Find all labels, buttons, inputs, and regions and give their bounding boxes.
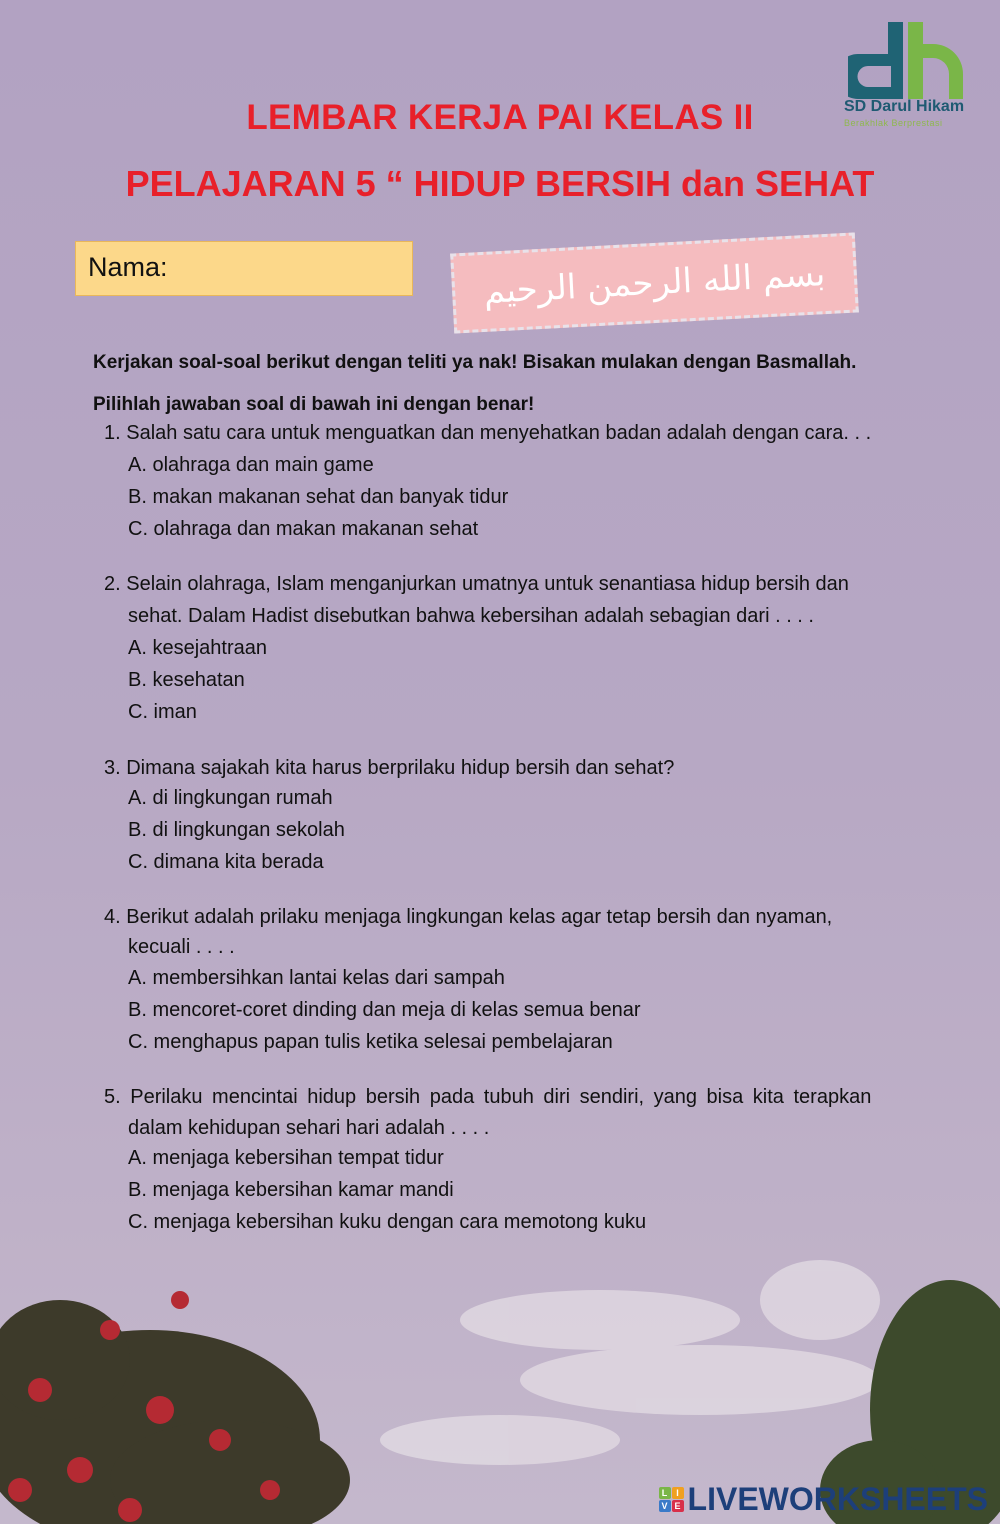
option-b[interactable]: B. di lingkungan sekolah [128,819,345,841]
question-text: 4. Berikut adalah prilaku menjaga lingkungan kelas agar tetap bersih dan nyaman, [104,906,833,928]
option-c[interactable]: C. menjaga kebersihan kuku dengan cara memotong kuku [128,1211,647,1233]
question-text-cont: sehat. Dalam Hadist disebutkan bahwa kebersihan adalah sebagian dari . . . . [128,605,814,627]
name-field[interactable] [75,241,413,296]
icon-letter: L [659,1487,671,1499]
option-b[interactable]: B. mencoret-coret dinding dan meja di kelas semua benar [128,999,641,1021]
liveworksheets-icon [659,1487,684,1512]
question-text: 3. Dimana sajakah kita harus berprilaku hidup bersih dan sehat? [104,757,675,779]
school-logo-icon [848,14,978,104]
liveworksheets-logo [659,1481,988,1518]
option-c[interactable]: C. olahraga dan makan makanan sehat [128,518,479,540]
school-tagline: Berakhlak Berprestasi [844,118,943,128]
instruction-1: Kerjakan soal-soal berikut dengan teliti ya nak! Bisakan mulakan dengan Basmallah. [93,352,857,373]
clouds [380,1260,880,1465]
question-text: 2. Selain olahraga, Islam menganjurkan umatnya untuk senantiasa hidup bersih dan [104,573,849,595]
icon-letter: V [659,1500,671,1512]
flowering-tree [0,1300,350,1524]
worksheet-title: LEMBAR KERJA PAI KELAS II [246,98,754,137]
question-text-cont: kecuali . . . . [128,936,235,958]
option-c[interactable]: C. dimana kita berada [128,851,324,873]
question-text-cont: dalam kehidupan sehari hari adalah . . . . [128,1117,490,1139]
option-c[interactable]: C. menghapus papan tulis ketika selesai pembelajaran [128,1031,613,1053]
option-a[interactable]: A. di lingkungan rumah [128,787,333,809]
option-c[interactable]: C. iman [128,701,197,723]
question-text: 1. Salah satu cara untuk menguatkan dan menyehatkan badan adalah dengan cara. . . [104,422,872,444]
basmalah-text: بسم الله الرحمن الرحيم [482,254,827,312]
question-text: 5. Perilaku mencintai hidup bersih pada tubuh diri sendiri, yang bisa kita terapkan [104,1086,872,1108]
icon-letter: I [672,1487,684,1499]
option-b[interactable]: B. makan makanan sehat dan banyak tidur [128,486,509,508]
option-b[interactable]: B. menjaga kebersihan kamar mandi [128,1179,454,1201]
instruction-2: Pilihlah jawaban soal di bawah ini dengan benar! [93,394,535,415]
icon-letter: E [672,1500,684,1512]
option-b[interactable]: B. kesehatan [128,669,245,691]
option-a[interactable]: A. kesejahtraan [128,637,267,659]
worksheet-subtitle: PELAJARAN 5 “ HIDUP BERSIH dan SEHAT [125,163,875,204]
option-a[interactable]: A. membersihkan lantai kelas dari sampah [128,967,505,989]
school-name: SD Darul Hikam [844,98,965,115]
basmalah-banner [450,232,859,333]
liveworksheets-brand: LIVEWORKSHEETS [687,1481,988,1517]
option-a[interactable]: A. menjaga kebersihan tempat tidur [128,1147,444,1169]
name-label: Nama: [88,252,168,282]
option-a[interactable]: A. olahraga dan main game [128,454,374,476]
